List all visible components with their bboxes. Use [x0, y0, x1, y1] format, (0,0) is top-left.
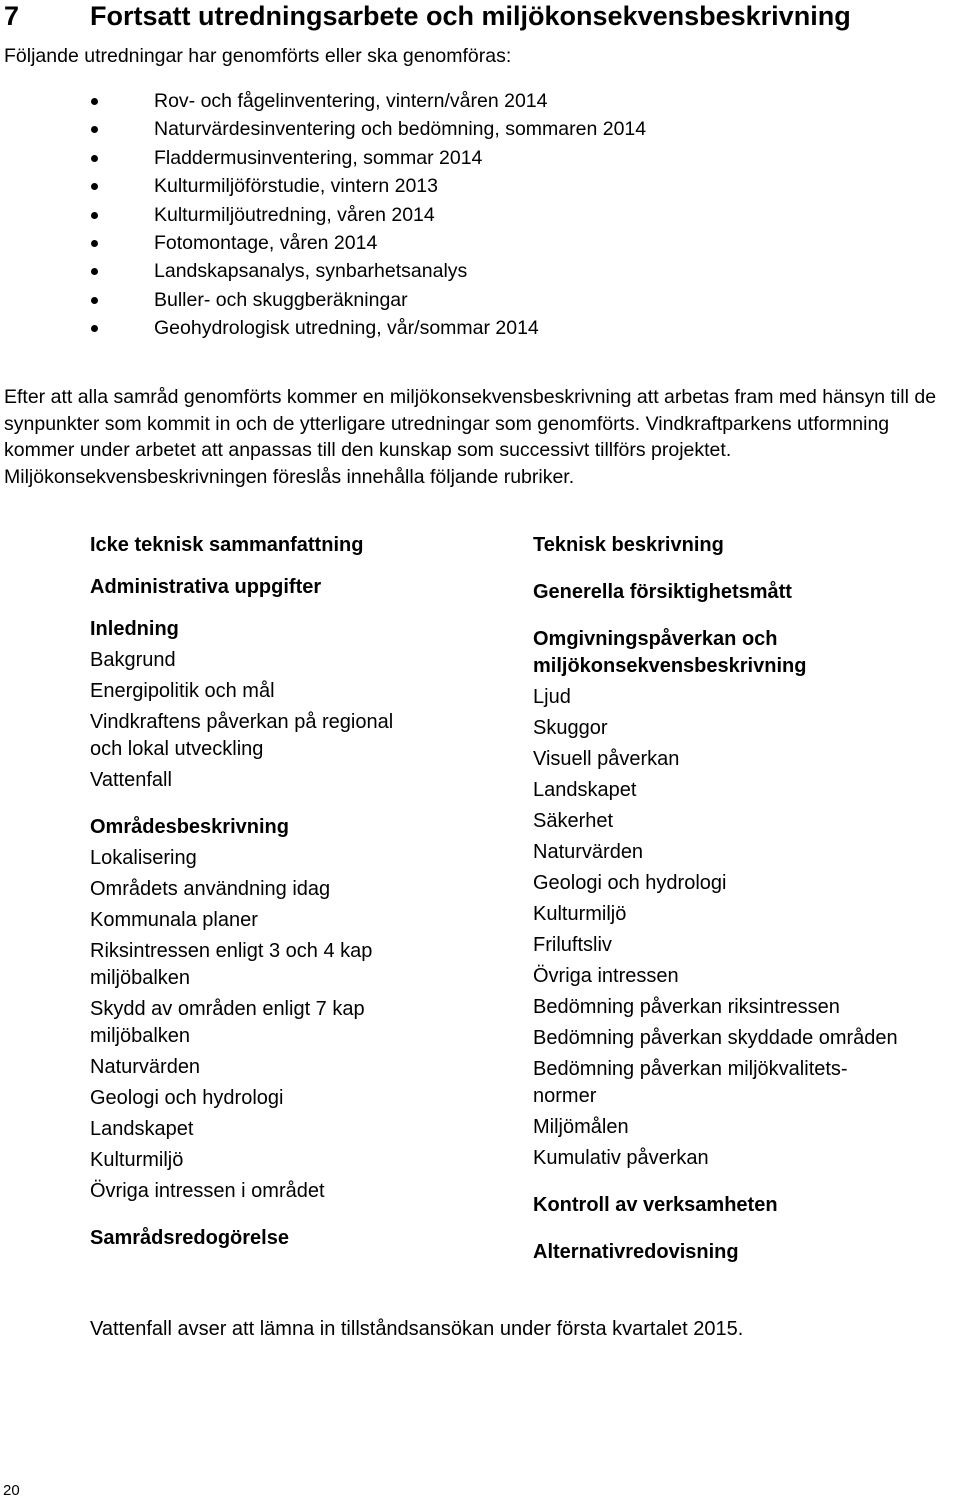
toc-item: Kulturmiljö — [533, 903, 627, 925]
bullet-icon — [91, 325, 98, 332]
toc-item: Landskapet — [533, 779, 637, 801]
toc-item: Säkerhet — [533, 810, 614, 832]
toc-item: Energipolitik och mål — [90, 680, 275, 702]
page-number: 20 — [3, 1482, 20, 1499]
toc-heading: Inledning — [90, 618, 179, 640]
toc-item: Bedömning påverkan riksintressen — [533, 996, 840, 1018]
closing-text: Vattenfall avser att lämna in tillståndsansökan under första kvartalet 2015. — [90, 1318, 744, 1340]
toc-item: Övriga intressen i området — [90, 1180, 325, 1202]
toc-item: Kumulativ påverkan — [533, 1147, 709, 1169]
toc-heading: Generella försiktighetsmått — [533, 581, 792, 603]
list-item: Fladdermusinventering, sommar 2014 — [0, 144, 646, 172]
toc-heading: Områdesbeskrivning — [90, 816, 289, 838]
toc-heading: Icke teknisk sammanfattning — [90, 534, 364, 556]
toc-heading: Omgivningspåverkan och miljökonsekvensbeskrivning — [533, 628, 807, 677]
list-item: Kulturmiljöförstudie, vintern 2013 — [0, 172, 646, 200]
toc-item: Vattenfall — [90, 769, 172, 791]
toc-heading: Alternativredovisning — [533, 1241, 739, 1263]
bullet-icon — [91, 98, 98, 105]
bullet-icon — [91, 126, 98, 133]
toc-left-column — [90, 532, 470, 1252]
list-item: Buller- och skuggberäkningar — [0, 286, 646, 314]
toc-right-column — [533, 532, 960, 1266]
toc-item: Miljömålen — [533, 1116, 629, 1138]
toc-item: Geologi och hydrologi — [533, 872, 727, 894]
section-title: Fortsatt utredningsarbete och miljökonsekvensbeskrivning — [90, 1, 851, 31]
list-item: Kulturmiljöutredning, våren 2014 — [0, 201, 646, 229]
toc-item: Naturvärden — [90, 1056, 201, 1078]
list-item: Fotomontage, våren 2014 — [0, 229, 646, 257]
toc-item: Kommunala planer — [90, 909, 258, 931]
toc-item: Kulturmiljö — [90, 1149, 184, 1171]
section-number: 7 — [4, 1, 20, 31]
toc-item: Bedömning påverkan skyddade områden — [533, 1027, 898, 1049]
toc-item: Lokalisering — [90, 847, 197, 869]
list-item: Rov- och fågelinventering, vintern/våren 2014 — [0, 87, 646, 115]
toc-item: Bedömning påverkan miljökvalitets-normer — [533, 1058, 848, 1107]
toc-item: Skydd av områden enligt 7 kap miljöbalken — [90, 998, 365, 1047]
toc-item: Geologi och hydrologi — [90, 1087, 284, 1109]
toc-item: Vindkraftens påverkan på regional och lokal utveckling — [90, 711, 394, 760]
toc-heading: Kontroll av verksamheten — [533, 1194, 778, 1216]
toc-heading: Samrådsredogörelse — [90, 1227, 289, 1249]
body-paragraph: Efter att alla samråd genomförts kommer en miljökonsekvensbeskrivning att arbetas fram med hänsyn till de synpunkter som kommit in och de ytterligare utredningar som genomförts. Vindkraftparkens utformning kommer under arbetet att anpassas till den kunskap som successivt tillförs projektet. Miljökonsekvensbeskrivningen föreslås innehålla följande rubriker. — [4, 386, 937, 488]
list-item: Geohydrologisk utredning, vår/sommar 2014 — [0, 314, 646, 342]
toc-item: Skuggor — [533, 717, 608, 739]
toc-item: Ljud — [533, 686, 571, 708]
bullet-icon — [91, 212, 98, 219]
bullet-icon — [91, 240, 98, 247]
toc-item: Landskapet — [90, 1118, 194, 1140]
toc-item: Visuell påverkan — [533, 748, 680, 770]
investigations-list — [0, 87, 646, 343]
list-item: Naturvärdesinventering och bedömning, sommaren 2014 — [0, 115, 646, 143]
toc-heading: Teknisk beskrivning — [533, 534, 724, 556]
toc-item: Områdets användning idag — [90, 878, 331, 900]
toc-item: Naturvärden — [533, 841, 644, 863]
toc-item: Övriga intressen — [533, 965, 679, 987]
bullet-icon — [91, 155, 98, 162]
toc-item: Riksintressen enligt 3 och 4 kap miljöbalken — [90, 940, 373, 989]
toc-heading: Administrativa uppgifter — [90, 576, 322, 598]
section-heading — [4, 0, 851, 32]
toc-item: Friluftsliv — [533, 934, 612, 956]
intro-text: Följande utredningar har genomförts eller ska genomföras: — [4, 45, 512, 67]
bullet-icon — [91, 297, 98, 304]
bullet-icon — [91, 268, 98, 275]
toc-item: Bakgrund — [90, 649, 176, 671]
bullet-icon — [91, 183, 98, 190]
list-item: Landskapsanalys, synbarhetsanalys — [0, 257, 646, 285]
